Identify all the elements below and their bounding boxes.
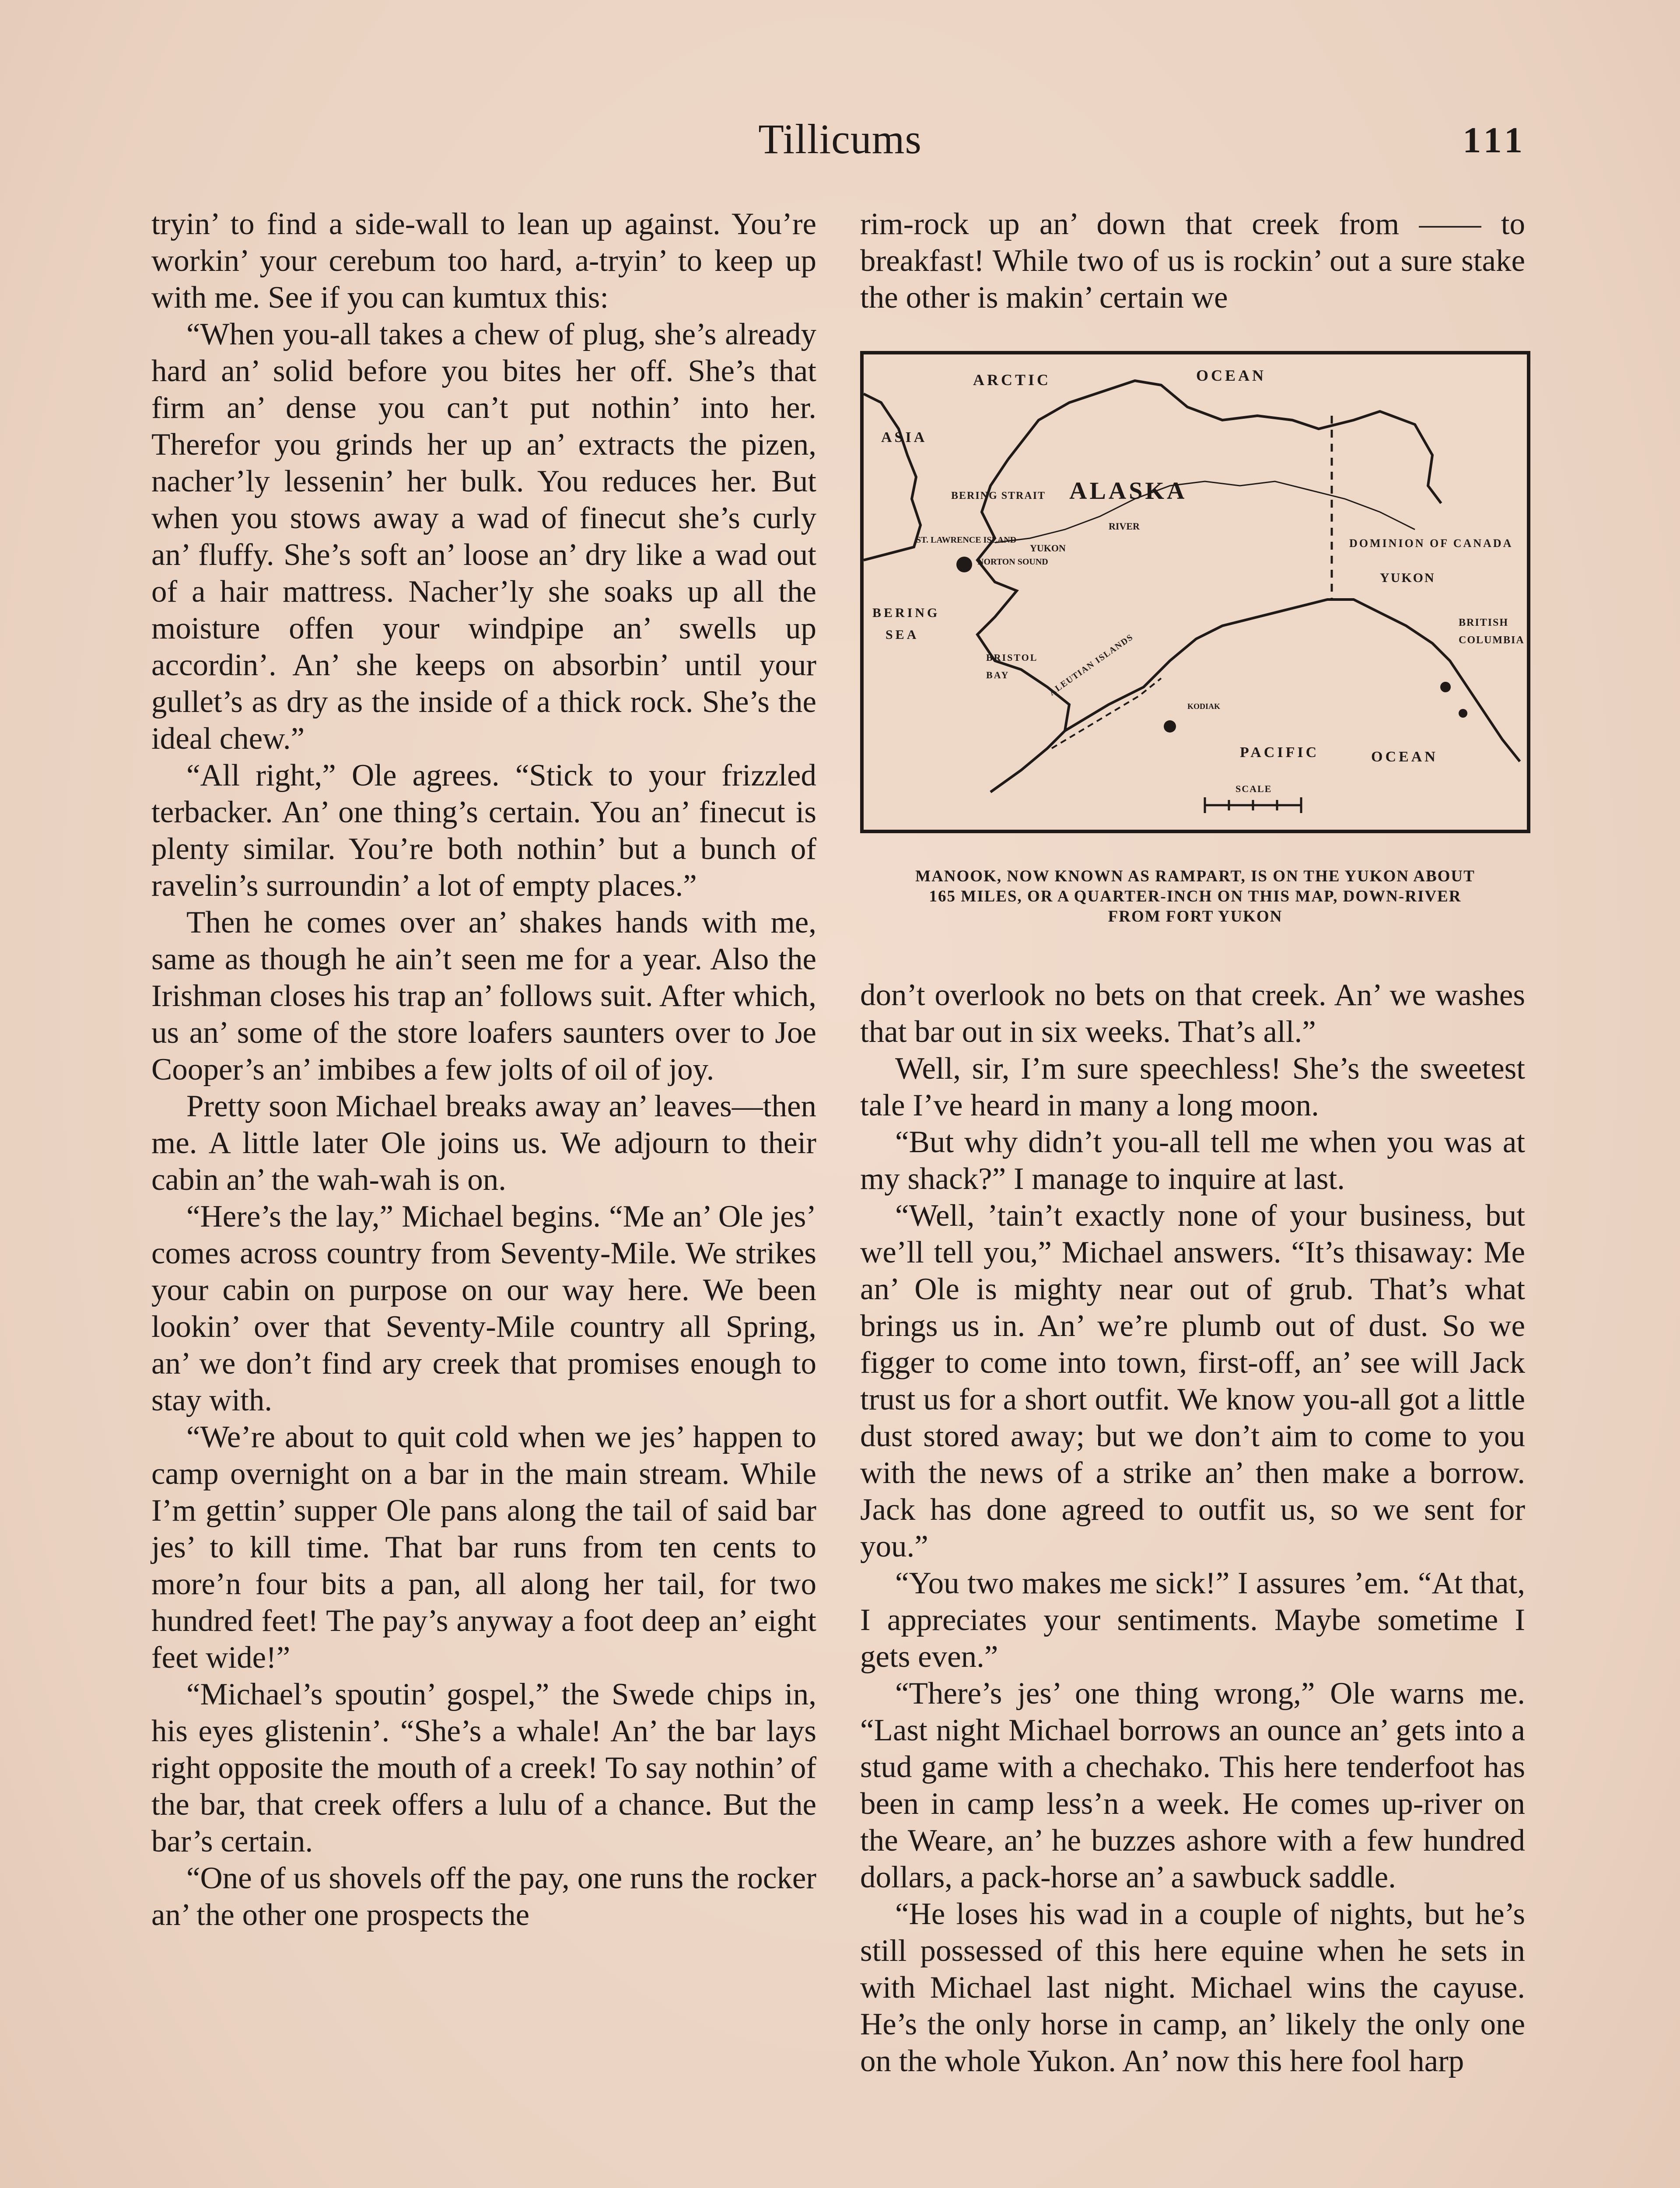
asia-coastline — [864, 394, 920, 560]
paragraph: “When you-all takes a chew of plug, she’s already hard an’ solid before you bites her off. She’s that firm an’ dense you can’t put nothin’ into her. Therefor you grinds her up an’ extracts the pizen, nacher’ly lessenin’ her bulk. You reduces her. But when you stows away a wad of finecut she’s curly an’ fluffy. She’s soft an’ loose an’ dry like a wad out of a hair mattress. Nacher’ly she soaks up all the moisture offen your windpipe an’ swells up accordin’. An’ she keeps on absorbin’ until your gullet’s as dry as the inside of a thick rock. She’s the ideal chew.” — [151, 317, 816, 756]
map-label-kodiak: KODIAK — [1187, 702, 1221, 711]
map-label-bering-strait: BERING STRAIT — [951, 490, 1046, 501]
paragraph: “One of us shovels off the pay, one runs the rocker an’ the other one prospects the — [151, 1861, 816, 1932]
paragraph: Well, sir, I’m sure speechless! She’s the sweetest tale I’ve heard in many a long moon. — [860, 1052, 1525, 1122]
caption-line: FROM FORT YUKON — [1108, 908, 1283, 926]
map-label-aleutian: ALEUTIAN ISLANDS — [1047, 632, 1135, 698]
map-label-columbia: COLUMBIA — [1459, 635, 1525, 646]
west-coastline — [977, 459, 1069, 792]
map-label-yukon-territory: YUKON — [1380, 571, 1435, 585]
yukon-river-line — [995, 481, 1415, 543]
map-label-pacific: PACIFIC — [1240, 744, 1320, 761]
page-number: 111 — [1463, 120, 1527, 161]
paragraph: don’t overlook no bets on that creek. An’ we washes that bar out in six weeks. That’s all.” — [860, 978, 1525, 1049]
map-label-arctic: ARCTIC — [973, 371, 1051, 389]
paragraph: Pretty soon Michael breaks away an’ leaves—then me. A little later Ole joins us. We adjourn to their cabin an’ the wah-wah is on. — [151, 1089, 816, 1197]
map-label-alaska: ALASKA — [1069, 477, 1187, 505]
paragraph: rim-rock up an’ down that creek from —— to breakfast! While two of us is rockin’ out a sure stake the other is makin’ certain we — [860, 207, 1525, 315]
paragraph: “Well, ’tain’t exactly none of your business, but we’ll tell you,” Michael answers. “It’s thisaway: Me an’ Ole is mighty near out of grub. That’s what brings us in. An’ we’re plumb out of dust. So we figger to come into town, first-off, an’ see will Jack trust us for a short outfit. We know you-all got a little dust stored away; but we don’t aim to come to you with the news of a strike an’ then make a borrow. Jack has done agreed to outfit us, so we sent for you.” — [860, 1199, 1525, 1564]
paragraph: “But why didn’t you-all tell me when you was at my shack?” I manage to inquire at last. — [860, 1125, 1525, 1196]
paragraph: Then he comes over an’ shakes hands with me, same as though he ain’t seen me for a year. Also the Irishman closes his trap an’ follows suit. After which, us an’ some of the store loafers saunters over to Joe Cooper’s an’ imbibes a few jolts of oil of joy. — [151, 905, 816, 1087]
map-caption — [858, 866, 1533, 927]
running-head-title: Tillicums — [758, 116, 922, 162]
map-label-british: BRITISH — [1459, 617, 1509, 628]
map-label-bering: BERING — [872, 606, 940, 620]
map-label-dominion: DOMINION OF CANADA — [1349, 537, 1513, 550]
alaska-map — [860, 351, 1530, 833]
map-label-yukon-river: YUKON — [1030, 543, 1066, 554]
map-label-norton-sound: NORTON SOUND — [977, 557, 1048, 567]
south-coastline — [1065, 600, 1520, 761]
map-label-st-lawrence: ST. LAWRENCE ISLAND — [916, 535, 1017, 545]
map-illustration — [864, 354, 1527, 830]
island — [1440, 682, 1451, 692]
map-label-sea: SEA — [886, 628, 919, 642]
paragraph: tryin’ to find a side-wall to lean up against. You’re workin’ your cerebum too hard, a-tryin’ to keep up with me. See if you can kumtux this: — [151, 207, 816, 315]
right-text-column-top — [860, 206, 1525, 316]
scale-bar — [1205, 797, 1301, 813]
map-label-scale: SCALE — [1236, 783, 1272, 794]
left-text-column — [151, 206, 816, 1933]
map-label-bristol: BRISTOL — [986, 652, 1038, 663]
caption-line: 165 MILES, OR A QUARTER-INCH ON THIS MAP, DOWN-RIVER — [929, 887, 1462, 905]
caption-line: MANOOK, NOW KNOWN AS RAMPART, IS ON THE YUKON ABOUT — [915, 867, 1475, 885]
paragraph: “We’re about to quit cold when we jes’ happen to camp overnight on a bar in the main stream. While I’m gettin’ supper Ole pans along the tail of said bar jes’ to kill time. That bar runs from ten cents to more’n four bits a pan, all along her tail, for two hundred feet! The pay’s anyway a foot deep an’ eight feet wide!” — [151, 1420, 816, 1675]
paragraph: “All right,” Ole agrees. “Stick to your frizzled terbacker. An’ one thing’s certain. You an’ finecut is plenty similar. You’re both nothin’ but a bunch of ravelin’s surroundin’ a lot of empty places.” — [151, 758, 816, 903]
island — [1459, 709, 1467, 718]
paragraph: “Here’s the lay,” Michael begins. “Me an’ Ole jes’ comes across country from Seventy-Mile. We strikes your cabin on purpose on our way here. We been lookin’ over that Seventy-Mile country all Spring, an’ we don’t find ary creek that promises enough to stay with. — [151, 1199, 816, 1417]
paragraph: “There’s jes’ one thing wrong,” Ole warns me. “Last night Michael borrows an ounce an’ gets into a stud game with a chechako. This here tenderfoot has been in camp less’n a week. He comes up-river on the Weare, an’ he buzzes ashore with a few hundred dollars, a pack-horse an’ a sawbuck saddle. — [860, 1676, 1525, 1894]
map-label-bay: BAY — [986, 670, 1010, 680]
paragraph: “You two makes me sick!” I assures ’em. “At that, I appreciates your sentiments. Maybe sometime I gets even.” — [860, 1566, 1525, 1674]
island — [956, 557, 972, 572]
map-label-pacific-ocean: OCEAN — [1371, 749, 1438, 765]
right-text-column-bottom — [860, 977, 1525, 2079]
paragraph: “Michael’s spoutin’ gospel,” the Swede chips in, his eyes glistenin’. “She’s a whale! An’ the bar lays right opposite the mouth of a creek! To say nothin’ of the bar, that creek offers a lulu of a chance. But the bar’s certain. — [151, 1677, 816, 1858]
map-label-river: RIVER — [1109, 521, 1140, 532]
map-label-ocean: OCEAN — [1196, 367, 1267, 384]
paragraph: “He loses his wad in a couple of nights, but he’s still possessed of this here equine when he sets in with Michael last night. Michael wins the cayuse. He’s the only horse in camp, an’ likely the only one on the whole Yukon. An’ now this here fool harp — [860, 1897, 1525, 2078]
map-label-asia: ASIA — [881, 429, 928, 445]
island — [1164, 720, 1176, 733]
